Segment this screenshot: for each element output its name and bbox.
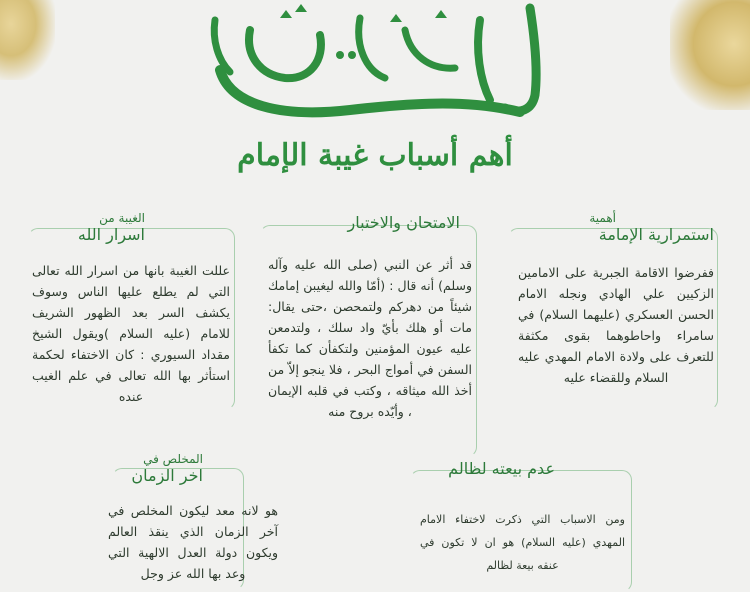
- card-secrets: [32, 212, 230, 407]
- card-pre-label: المخلص في: [143, 452, 203, 466]
- card-heading: [420, 460, 625, 478]
- card-importance: [518, 212, 714, 388]
- card-pre-label: الغيبة من: [99, 211, 145, 225]
- card-savior-body: [108, 500, 278, 584]
- card-title: الامتحان والاختبار: [347, 213, 460, 232]
- card-heading: [268, 214, 472, 232]
- card-heading: [518, 212, 714, 244]
- page-subtitle: أهم أسباب غيبة الإمام: [237, 138, 513, 173]
- card-heading: [32, 212, 230, 244]
- card-test: [268, 214, 472, 422]
- card-body: هو لانه معد ليكون المخلص في آخر الزمان الذي ينقذ العالم ويكون دولة العدل الالهية التي وعد بها الله عز وجل: [108, 503, 278, 581]
- card-body: عللت الغيبة بانها من اسرار الله تعالى التي لم يطلع عليها الناس وسوف يكشف السر بعد الظهور الشريف للامام (عليه السلام )ويقول الشيخ مقداد السيوري : كان الاختفاء لحكمة استأثر بها الله تعالى في علم الغيب عنده: [32, 263, 230, 405]
- gold-ornament-right: [670, 0, 750, 110]
- card-title: اسرار الله: [77, 224, 145, 244]
- gold-ornament-left: [0, 0, 55, 80]
- calligraphy-logo: [190, 0, 560, 125]
- card-title: عدم بيعته لظالم: [448, 459, 555, 478]
- card-body: ومن الاسباب التي ذكرت لاختفاء الامام المهدي (عليه السلام) هو ان لا تكون في عنقه بيعة لظالم: [420, 513, 625, 573]
- card-pre-label: أهمية: [589, 211, 616, 225]
- card-heading: [125, 453, 265, 485]
- card-savior: [125, 453, 265, 485]
- card-body: قد أثر عن النبي (صلى الله عليه وآله وسلم) أنه قال : (أمّا والله ليغيبن إمامك شيئاً من دهركم ولتمحصن ،حتى يقال: مات أو هلك بأيّ واد سلك ، ولتدمعن عليه عيون المؤمنين ولتكفأن كما تكفأ السفن في أمواج البحر ، فلا ينجو إلاّ من أخذ الله ميثاقه ، وكتب في قلبه الإيمان ، وأيّده بروح منه: [268, 257, 472, 420]
- card-body: ففرضوا الاقامة الجبرية على الامامين الزكيين علي الهادي ونجله الامام الحسن العسكري (عليهما السلام) في سامراء واحاطوهما بقوى مكثفة للتعرف على ولادة الامام المهدي عليه السلام وللقضاء عليه: [518, 265, 714, 386]
- card-title: استمرارية الإمامة: [598, 224, 714, 244]
- card-oppressor: [420, 460, 625, 577]
- card-title: اخر الزمان: [131, 465, 203, 485]
